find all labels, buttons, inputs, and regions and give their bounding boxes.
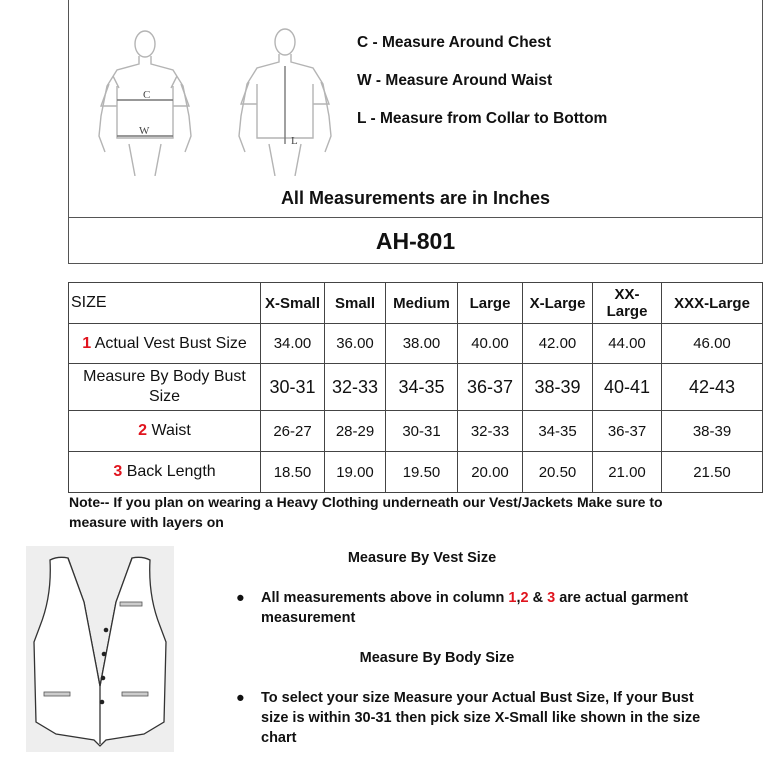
layering-note: Note-- If you plan on wearing a Heavy Clothing underneath our Vest/Jackets Make sure to measure with layers on xyxy=(69,494,663,530)
table-cell: 40-41 xyxy=(593,364,662,411)
table-cell: 38.00 xyxy=(386,324,458,364)
table-cell: 20.00 xyxy=(458,452,523,493)
table-cell: 30-31 xyxy=(261,364,325,411)
vest-illustration xyxy=(26,546,174,752)
legend-waist: W - Measure Around Waist xyxy=(357,72,553,89)
table-cell: 38-39 xyxy=(523,364,593,411)
table-cell: 32-33 xyxy=(458,411,523,452)
chest-letter: C xyxy=(143,89,151,101)
table-header-row xyxy=(69,283,763,324)
units-note: All Measurements are in Inches xyxy=(280,188,551,208)
row-number: 1 xyxy=(82,334,92,352)
table-row xyxy=(69,324,763,364)
table-cell: 40.00 xyxy=(458,324,523,364)
size-chart-table xyxy=(68,282,763,493)
row-label: 1 Actual Vest Bust Size xyxy=(69,324,261,364)
table-cell: 30-31 xyxy=(386,411,458,452)
table-cell: 21.00 xyxy=(593,452,662,493)
row-number: 2 xyxy=(138,422,148,439)
table-cell: 38-39 xyxy=(662,411,763,452)
length-letter: L xyxy=(291,135,298,147)
measurement-legend xyxy=(357,24,607,138)
row-label: 2 Waist xyxy=(69,411,261,452)
table-cell: 34-35 xyxy=(386,364,458,411)
table-cell: 32-33 xyxy=(325,364,386,411)
model-number: AH-801 xyxy=(68,218,763,264)
table-cell: 34-35 xyxy=(523,411,593,452)
header-cell: Large xyxy=(458,283,523,324)
table-cell: 19.00 xyxy=(325,452,386,493)
row-number: 3 xyxy=(113,463,123,480)
legend-chest: C - Measure Around Chest xyxy=(357,34,552,51)
bullet-dot-icon: ● xyxy=(236,690,245,706)
row-label: Measure By Body Bust Size xyxy=(69,364,261,411)
table-cell: 21.50 xyxy=(662,452,763,493)
table-row xyxy=(69,452,763,493)
header-cell: XX-Large xyxy=(593,283,662,324)
row-label: 3 Back Length xyxy=(69,452,261,493)
table-cell: 42-43 xyxy=(662,364,763,411)
table-row xyxy=(69,364,763,411)
table-cell: 34.00 xyxy=(261,324,325,364)
front-figure xyxy=(99,31,191,176)
table-cell: 44.00 xyxy=(593,324,662,364)
legend-length: L - Measure from Collar to Bottom xyxy=(357,110,608,127)
header-cell: X-Small xyxy=(261,283,325,324)
header-cell: SIZE xyxy=(69,283,261,324)
table-row xyxy=(69,411,763,452)
table-cell: 28-29 xyxy=(325,411,386,452)
table-cell: 20.50 xyxy=(523,452,593,493)
measurement-guide xyxy=(68,0,763,218)
header-cell: Small xyxy=(325,283,386,324)
header-cell: XXX-Large xyxy=(662,283,763,324)
body-figures-illustration xyxy=(87,26,337,176)
bullet-body-measurement: ● To select your size Measure your Actual Bust Size, If your Bust size is within 30-31 then pick size X-Small like shown in the size chart xyxy=(236,690,701,746)
table-cell: 46.00 xyxy=(662,324,763,364)
table-cell: 42.00 xyxy=(523,324,593,364)
vest-size-heading: Measure By Vest Size xyxy=(347,550,497,566)
waist-letter: W xyxy=(139,125,150,137)
table-cell: 36-37 xyxy=(593,411,662,452)
table-cell: 18.50 xyxy=(261,452,325,493)
table-cell: 36-37 xyxy=(458,364,523,411)
header-cell: X-Large xyxy=(523,283,593,324)
body-size-heading: Measure By Body Size xyxy=(359,650,515,666)
bullet-vest-measurement: ● All measurements above in column 1,2 & 3 are actual garment measurement xyxy=(236,590,689,626)
header-cell: Medium xyxy=(386,283,458,324)
bullet-dot-icon: ● xyxy=(236,590,245,606)
table-cell: 19.50 xyxy=(386,452,458,493)
size-instructions xyxy=(232,548,712,748)
table-cell: 36.00 xyxy=(325,324,386,364)
table-cell: 26-27 xyxy=(261,411,325,452)
